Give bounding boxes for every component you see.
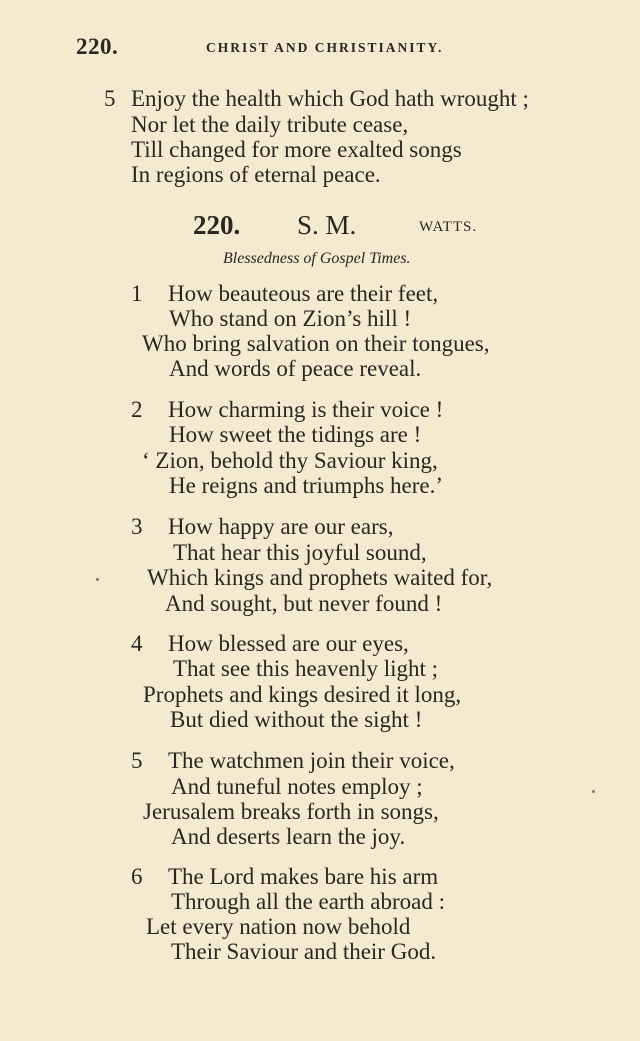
verse-line: Who stand on Zion’s hill ! bbox=[169, 306, 412, 331]
page-speck bbox=[96, 578, 99, 581]
verse-line: That hear this joyful sound, bbox=[173, 540, 427, 565]
verse-number: 6 bbox=[131, 864, 143, 889]
verse-line: ‘ Zion, behold thy Saviour king, bbox=[142, 448, 438, 473]
verse-line: How beauteous are their feet, bbox=[168, 281, 439, 306]
hymn-author: WATTS. bbox=[419, 219, 478, 235]
hymn-title: Blessedness of Gospel Times. bbox=[223, 250, 411, 267]
verse-number: 2 bbox=[131, 397, 143, 422]
verse-number: 5 bbox=[131, 748, 143, 773]
verse-line: Jerusalem breaks forth in songs, bbox=[143, 799, 439, 824]
verse-line: That see this heavenly light ; bbox=[173, 656, 439, 681]
verse-line: How charming is their voice ! bbox=[168, 397, 444, 422]
verse-line: And deserts learn the joy. bbox=[171, 824, 406, 849]
verse-line: The Lord makes bare his arm bbox=[168, 864, 439, 889]
verse-line: But died without the sight ! bbox=[170, 707, 423, 732]
verse-line: Nor let the daily tribute cease, bbox=[131, 112, 409, 137]
page-speck bbox=[592, 790, 595, 793]
verse-line: Prophets and kings desired it long, bbox=[143, 682, 462, 707]
verse-line: Enjoy the health which God hath wrought ; bbox=[131, 86, 529, 111]
verse-line: Through all the earth abroad : bbox=[171, 889, 445, 914]
hymn-heading bbox=[193, 210, 493, 244]
verse-number: 1 bbox=[131, 281, 143, 306]
verse-line: Their Saviour and their God. bbox=[171, 939, 437, 964]
verse-line: The watchmen join their voice, bbox=[168, 748, 455, 773]
verse-number: 4 bbox=[131, 631, 143, 656]
page-number: 220. bbox=[76, 34, 119, 59]
running-title: CHRIST AND CHRISTIANITY. bbox=[206, 40, 444, 55]
verse-line: Till changed for more exalted songs bbox=[131, 137, 462, 162]
hymn-number: 220. bbox=[193, 210, 241, 240]
verse-line: Which kings and prophets waited for, bbox=[147, 565, 493, 590]
verse-line: How happy are our ears, bbox=[168, 514, 394, 539]
verse-number: 5 bbox=[104, 86, 116, 111]
verse-line: He reigns and triumphs here.’ bbox=[169, 473, 444, 498]
verse-line: How blessed are our eyes, bbox=[168, 631, 409, 656]
verse-line: And words of peace reveal. bbox=[169, 356, 422, 381]
verse-line: And sought, but never found ! bbox=[165, 591, 443, 616]
hymn-meter: S. M. bbox=[297, 210, 357, 240]
verse-line: And tuneful notes employ ; bbox=[171, 774, 423, 799]
verse-line: Who bring salvation on their tongues, bbox=[142, 331, 490, 356]
page-header bbox=[76, 34, 496, 62]
verse-line: How sweet the tidings are ! bbox=[169, 422, 422, 447]
verse-line: In regions of eternal peace. bbox=[131, 162, 381, 187]
verse-line: Let every nation now behold bbox=[146, 914, 411, 939]
verse-number: 3 bbox=[131, 514, 143, 539]
